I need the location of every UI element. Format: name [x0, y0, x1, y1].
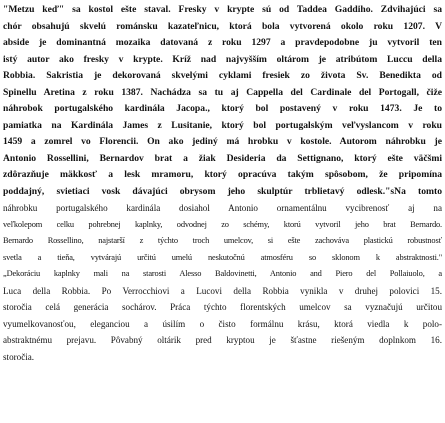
text-line: náhrobku portugalského kardinála dosiahol Antonio ornamentálnu vycibrenosť aj na [3, 203, 442, 213]
text-line: Bernardo Rossellino, najstarší z týchto troch umelcov, si ešte zachováva plastickú robustnosť [3, 236, 442, 245]
text-line: "Metzu keď" sa kostol ešte staval. Fresky v krypte sú od Taddea Gaddiho. Zdvihajúci sa [3, 4, 442, 15]
bold-paragraph [3, 2, 442, 200]
text-line: pamiatka na Kardinála James z Lusitanie, ktorý bol portugalským veľvyslancom v roku [3, 119, 442, 131]
text-line: Luca della Robbia. Po Verrocchiovi a Lucovi della Robbia vynikla v druhej polovici 15. [3, 285, 442, 296]
text-line: istý autor ako fresky v krypte. Kríž nad najvyšším oltárom je atribútom Luccu della [3, 53, 442, 65]
text-line: náhrobok portugalského kardinála Jacopa., ktorý bol postavený v roku 1473. Je to [3, 103, 442, 114]
text-line: veľkolepom celku pohrebnej kaplnky, odvodnej zo schémy, ktorú vytvoril jeho brat Bernardo. [3, 219, 442, 229]
text-line: svetla a tieňa, vytvárajú určitú umelú neskutočnú atmosféru so sklonom k abstraktnosti." [3, 252, 442, 262]
text-line: poddajný, svietiaci vosk dávajúci obrysom jeho skulptúr trblietavý odlesk."sNa tomto [3, 185, 442, 197]
text-line: Antonio Rossellini, Bernardov brat a žiak Desideria da Settignano, ktorý ešte väčšmi [3, 152, 442, 164]
text-line: chór obsahujú skvelú románsku kazateľnicu, ktorá bola vytvorená okolo roku 1207. V [3, 20, 442, 32]
document-page [3, 2, 442, 365]
text-line: storočia celá generácia sochárov. Práca týchto florentských umelcov sa vyznačujú určitou [3, 302, 442, 312]
text-line: vyumelkovanosťou, eleganciou a úsilím o čisto formálnu krásu, ktorá viedla k polo- [3, 318, 442, 329]
text-line: „Dekoráciu kaplnky mali na starosti Alesso Baldovinetti, Antonio and Piero del Pollaiuolo, a [3, 269, 442, 278]
text-line: Spinellu Aretina z roku 1387. Nachádza sa tu aj Cappella del Cardinale del Portogall, čiže [3, 86, 442, 98]
text-line: abside je dominantná mozaika datovaná z roku 1297 a pravdepodobne ju vytvoril ten [3, 37, 442, 48]
text-line: zdôrazňuje mäkkosť a lesk mramoru, ktorý opracúva takým spôsobom, že pripomína [3, 169, 442, 180]
text-line: Robbia. Sakristia je dekorovaná skvelými cyklami fresiek zo života Sv. Benedikta od [3, 70, 442, 81]
text-line: abstraktnému prejavu. Pôvabný oltárik pred kryptou je šťastne riešeným doplnkom 16. [3, 335, 442, 345]
regular-paragraph [3, 200, 442, 365]
text-line: 1459 a zomrel vo Florencii. On ako jediný má hrobku v kostole. Autorom náhrobku je [3, 136, 442, 147]
text-line: storočia. [3, 351, 35, 362]
